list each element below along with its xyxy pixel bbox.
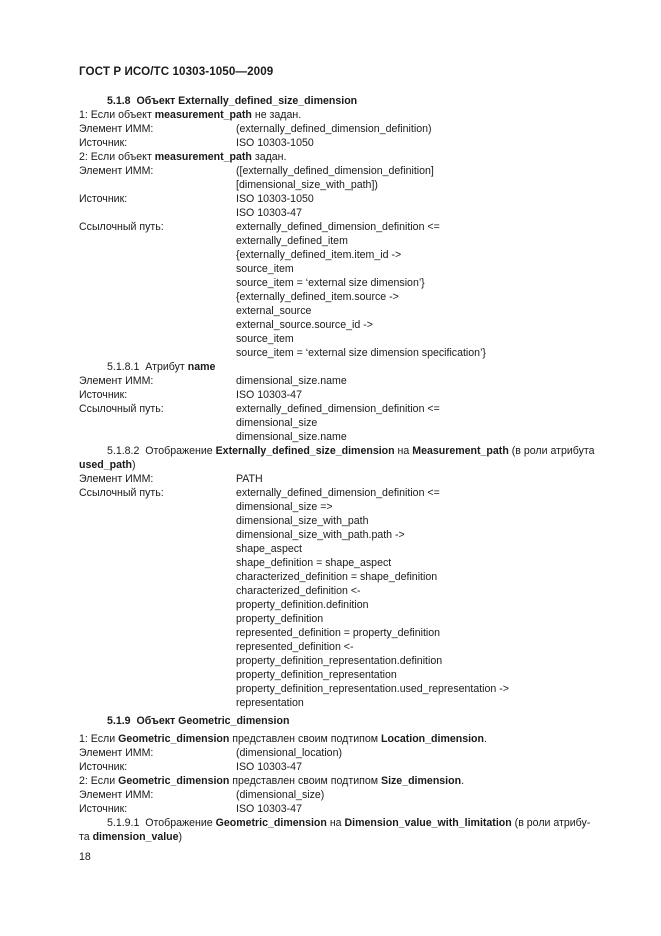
document-header: ГОСТ Р ИСО/ТС 10303-1050—2009 xyxy=(79,65,274,78)
section-entity-name: Externally_defined_size_dimension xyxy=(178,95,358,107)
ref-path-line: source_item = ‘external size dimension specification’} xyxy=(236,347,486,359)
section-prefix: Объект xyxy=(136,95,176,107)
row-value: ISO 10303-47 xyxy=(236,389,302,401)
ref-path-line: shape_definition = shape_aspect xyxy=(236,557,392,569)
row-label: Источник: xyxy=(79,137,128,149)
ref-path-line: dimensional_size xyxy=(236,417,318,429)
ref-path-line: dimensional_size_with_path xyxy=(236,515,369,527)
subsection-number: 5.1.8.2 xyxy=(107,445,140,457)
case-line: 1: Если объект measurement_path не задан. xyxy=(79,109,302,121)
ref-path-line: characterized_definition = shape_definition xyxy=(236,571,438,583)
mapping-row xyxy=(0,388,661,402)
row-label: Источник: xyxy=(79,761,128,773)
ref-path-line: represented_definition = property_definition xyxy=(236,627,441,639)
mapping-row xyxy=(0,178,661,192)
ref-path-line: externally_defined_dimension_definition <= xyxy=(236,221,440,233)
row-value: ISO 10303-47 xyxy=(236,803,302,815)
mapping-row xyxy=(0,220,661,234)
ref-path-line: external_source.source_id -> xyxy=(236,319,373,331)
section-number: 5.1.8 xyxy=(107,95,131,107)
row-value: dimensional_size.name xyxy=(236,375,347,387)
subsection-heading-cont: used_path) xyxy=(79,459,136,471)
ref-path-line: dimensional_size.name xyxy=(236,431,347,443)
row-value: ISO 10303-47 xyxy=(236,761,302,773)
ref-path-line: {externally_defined_item.source -> xyxy=(236,291,399,303)
section-prefix: Объект xyxy=(136,715,176,727)
row-value: ISO 10303-47 xyxy=(236,207,302,219)
ref-path-line: external_source xyxy=(236,305,312,317)
subsection-heading: 5.1.9.1 Отображение Geometric_dimension на Dimension_value_with_limitation (в роли атрибу- xyxy=(107,817,591,829)
ref-path-line: dimensional_size => xyxy=(236,501,333,513)
row-value: (dimensional_size) xyxy=(236,789,325,801)
row-value: PATH xyxy=(236,473,263,485)
mapping-row xyxy=(0,486,661,500)
row-value: ISO 10303-1050 xyxy=(236,137,314,149)
subsection-heading: 5.1.8.1 Атрибут name xyxy=(107,361,216,373)
mapping-row xyxy=(0,122,661,136)
mapping-row xyxy=(0,472,661,486)
case-line: 2: Если Geometric_dimension представлен своим подтипом Size_dimension. xyxy=(79,775,465,787)
row-label: Элемент ИММ: xyxy=(79,165,154,177)
page-number: 18 xyxy=(79,851,91,863)
mapping-row xyxy=(0,746,661,760)
row-label: Элемент ИММ: xyxy=(79,123,154,135)
row-label: Ссылочный путь: xyxy=(79,403,164,415)
section-number: 5.1.9 xyxy=(107,715,131,727)
ref-path-line: externally_defined_dimension_definition <= xyxy=(236,487,440,499)
row-value: ISO 10303-1050 xyxy=(236,193,314,205)
ref-path-line: source_item = ‘external size dimension’} xyxy=(236,277,425,289)
mapping-row xyxy=(0,136,661,150)
subsection-heading: 5.1.8.2 Отображение Externally_defined_size_dimension на Measurement_path (в роли атрибута xyxy=(107,445,595,457)
section-heading xyxy=(0,94,661,108)
row-label: Ссылочный путь: xyxy=(79,487,164,499)
row-label: Элемент ИММ: xyxy=(79,473,154,485)
document-body xyxy=(0,94,661,844)
ref-path-line: property_definition xyxy=(236,613,324,625)
ref-path-line: represented_definition <- xyxy=(236,641,354,653)
ref-path-line: source_item xyxy=(236,333,294,345)
section-heading xyxy=(0,714,661,728)
row-label: Источник: xyxy=(79,389,128,401)
mapping-row xyxy=(0,760,661,774)
row-label: Элемент ИММ: xyxy=(79,375,154,387)
mapping-row xyxy=(0,192,661,206)
subsection-heading-cont: та dimension_value) xyxy=(79,831,183,843)
mapping-row xyxy=(0,402,661,416)
row-value: (externally_defined_dimension_definition) xyxy=(236,123,432,135)
row-value: (dimensional_location) xyxy=(236,747,342,759)
row-label: Источник: xyxy=(79,803,128,815)
case-line: 1: Если Geometric_dimension представлен своим подтипом Location_dimension. xyxy=(79,733,487,745)
case-line: 2: Если объект measurement_path задан. xyxy=(79,151,287,163)
ref-path-line: dimensional_size_with_path.path -> xyxy=(236,529,405,541)
row-value: [dimensional_size_with_path]) xyxy=(236,179,378,191)
section-entity-name: Geometric_dimension xyxy=(178,715,290,727)
ref-path-line: {externally_defined_item.item_id -> xyxy=(236,249,402,261)
ref-path-line: shape_aspect xyxy=(236,543,302,555)
ref-path-line: property_definition_representation xyxy=(236,669,397,681)
subsection-number: 5.1.8.1 xyxy=(107,361,140,373)
mapping-row xyxy=(0,802,661,816)
mapping-row xyxy=(0,206,661,220)
mapping-row xyxy=(0,164,661,178)
subsection-number: 5.1.9.1 xyxy=(107,817,140,829)
ref-path-line: externally_defined_dimension_definition <= xyxy=(236,403,440,415)
row-label: Ссылочный путь: xyxy=(79,221,164,233)
row-label: Элемент ИММ: xyxy=(79,747,154,759)
mapping-row xyxy=(0,374,661,388)
ref-path-line: characterized_definition <- xyxy=(236,585,361,597)
ref-path-line: externally_defined_item xyxy=(236,235,348,247)
attribute-name: name xyxy=(187,361,216,373)
ref-path-line: property_definition_representation.used_representation -> xyxy=(236,683,509,695)
ref-path-line: representation xyxy=(236,697,304,709)
row-label: Источник: xyxy=(79,193,128,205)
ref-path-line: property_definition.definition xyxy=(236,599,369,611)
row-label: Элемент ИММ: xyxy=(79,789,154,801)
mapping-row xyxy=(0,788,661,802)
ref-path-line: property_definition_representation.definition xyxy=(236,655,443,667)
row-value: ([externally_defined_dimension_definition] xyxy=(236,165,434,177)
ref-path-line: source_item xyxy=(236,263,294,275)
